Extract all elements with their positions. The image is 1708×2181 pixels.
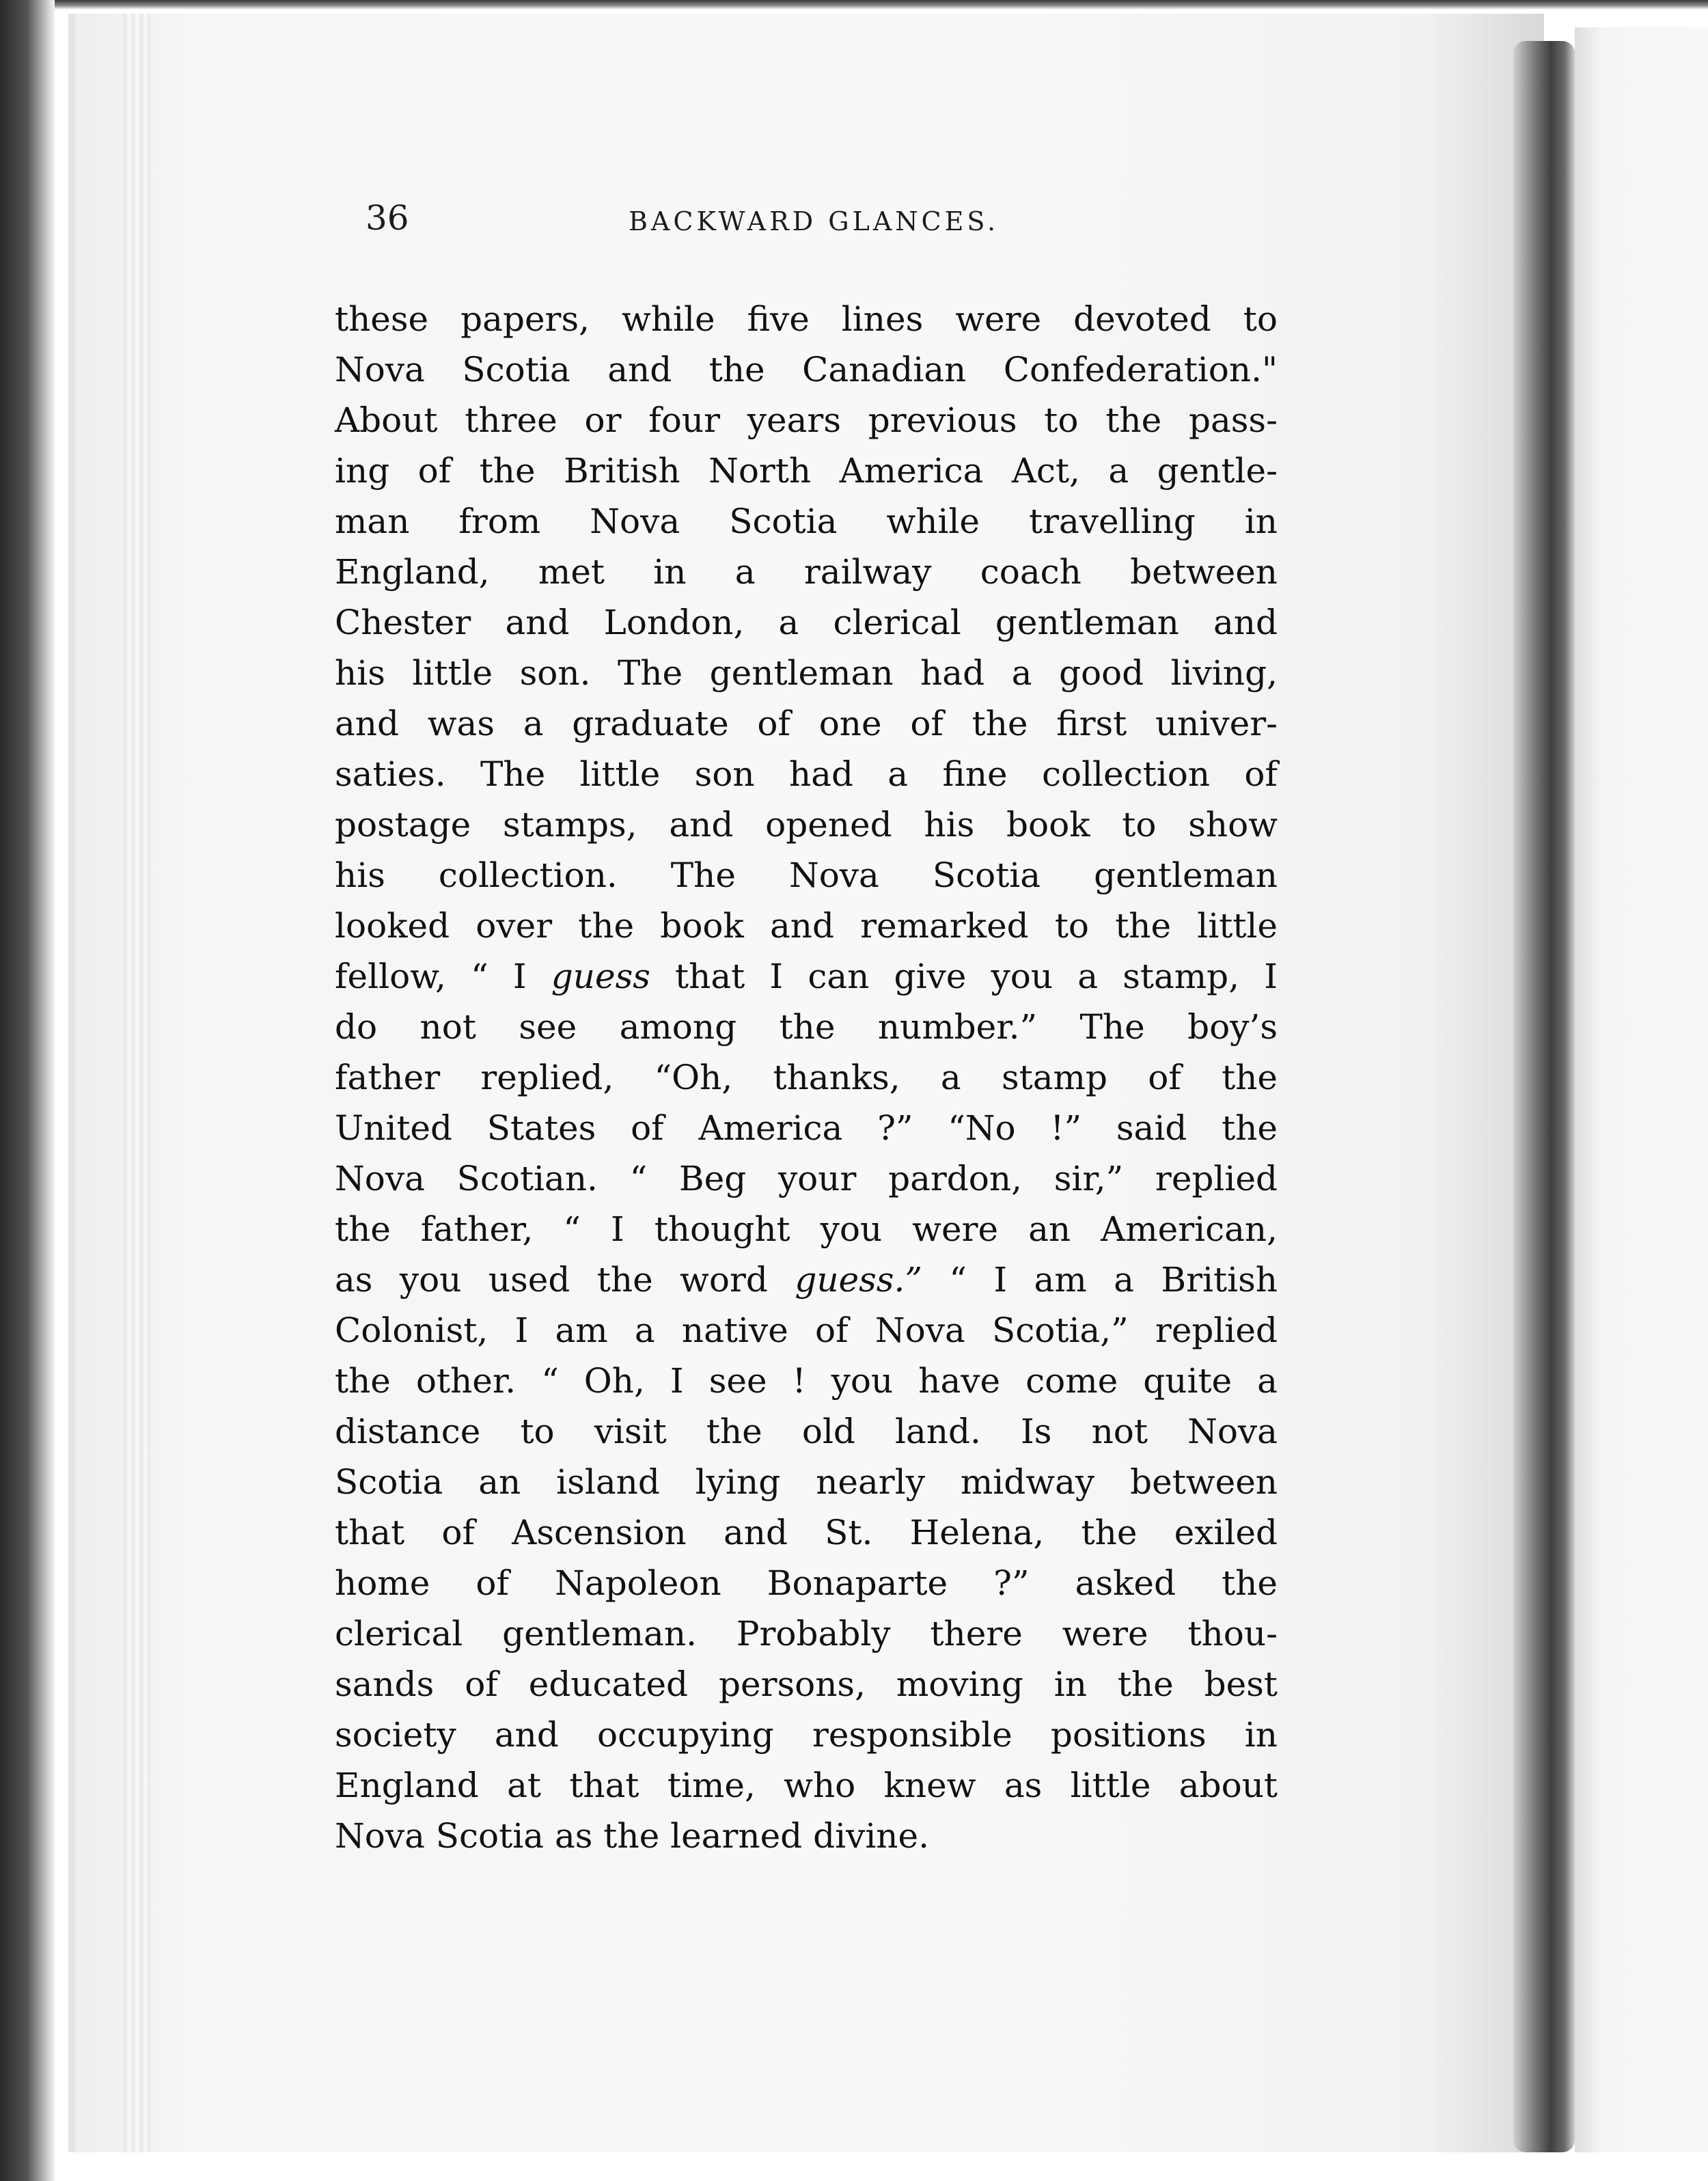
text-segment: “ I am a British bbox=[922, 1260, 1278, 1300]
text-line bbox=[335, 951, 1278, 1002]
text-line: and was a graduate of one of the first univer- bbox=[335, 704, 1278, 743]
text-line: United States of America ?” “No !” said the bbox=[335, 1108, 1278, 1148]
text-line bbox=[335, 1254, 1278, 1305]
book-spine-shadow bbox=[1513, 41, 1575, 2152]
text-line: ing of the British North America Act, a gentle- bbox=[335, 451, 1278, 491]
scan-top-border bbox=[55, 0, 1708, 10]
text-line: sands of educated persons, moving in the best bbox=[335, 1664, 1278, 1704]
text-line: the other. “ Oh, I see ! you have come quite a bbox=[335, 1361, 1278, 1401]
text-line: Chester and London, a clerical gentleman and bbox=[335, 603, 1278, 642]
page-number: 36 bbox=[366, 198, 409, 238]
text-line: clerical gentleman. Probably there were thou- bbox=[335, 1614, 1278, 1654]
text-line: these papers, while five lines were devoted to bbox=[335, 299, 1278, 339]
text-line: man from Nova Scotia while travelling in bbox=[335, 502, 1278, 541]
body-text bbox=[335, 294, 1278, 1861]
italic-word: guess bbox=[551, 957, 650, 996]
text-line: England, met in a railway coach between bbox=[335, 552, 1278, 592]
text-line: Nova Scotia as the learned divine. bbox=[335, 1816, 929, 1856]
text-line: society and occupying responsible positions in bbox=[335, 1715, 1278, 1755]
text-line: Colonist, I am a native of Nova Scotia,” replied bbox=[335, 1311, 1278, 1350]
running-head bbox=[366, 198, 1049, 246]
facing-page-edge bbox=[1575, 27, 1708, 2152]
italic-word: guess.” bbox=[795, 1260, 922, 1300]
text-line: his collection. The Nova Scotia gentleman bbox=[335, 855, 1278, 895]
text-line: Scotia an island lying nearly midway between bbox=[335, 1462, 1278, 1502]
scan-left-border bbox=[0, 0, 55, 2181]
text-segment: as you used the word bbox=[335, 1260, 795, 1300]
text-segment: that I can give you a stamp, I bbox=[650, 957, 1278, 996]
running-title: BACKWARD GLANCES. bbox=[629, 206, 1000, 236]
text-line: postage stamps, and opened his book to show bbox=[335, 805, 1278, 845]
text-line: Nova Scotian. “ Beg your pardon, sir,” replied bbox=[335, 1159, 1278, 1198]
text-line: England at that time, who knew as little about bbox=[335, 1766, 1278, 1805]
text-line: looked over the book and remarked to the little bbox=[335, 906, 1278, 946]
scan-bottom-margin bbox=[55, 2152, 1708, 2181]
text-line: do not see among the number.” The boy’s bbox=[335, 1007, 1278, 1047]
text-line: distance to visit the old land. Is not Nova bbox=[335, 1412, 1278, 1451]
text-line: About three or four years previous to the pass- bbox=[335, 400, 1278, 440]
text-line: Nova Scotia and the Canadian Confederation." bbox=[335, 350, 1278, 389]
page-edges bbox=[123, 14, 150, 2152]
text-segment: fellow, “ I bbox=[335, 957, 551, 996]
text-line: home of Napoleon Bonaparte ?” asked the bbox=[335, 1563, 1278, 1603]
text-line: the father, “ I thought you were an American, bbox=[335, 1209, 1278, 1249]
text-line: saties. The little son had a fine collection of bbox=[335, 754, 1278, 794]
text-line: that of Ascension and St. Helena, the exiled bbox=[335, 1513, 1278, 1552]
text-line: his little son. The gentleman had a good living, bbox=[335, 653, 1278, 693]
text-line: father replied, “Oh, thanks, a stamp of the bbox=[335, 1058, 1278, 1097]
